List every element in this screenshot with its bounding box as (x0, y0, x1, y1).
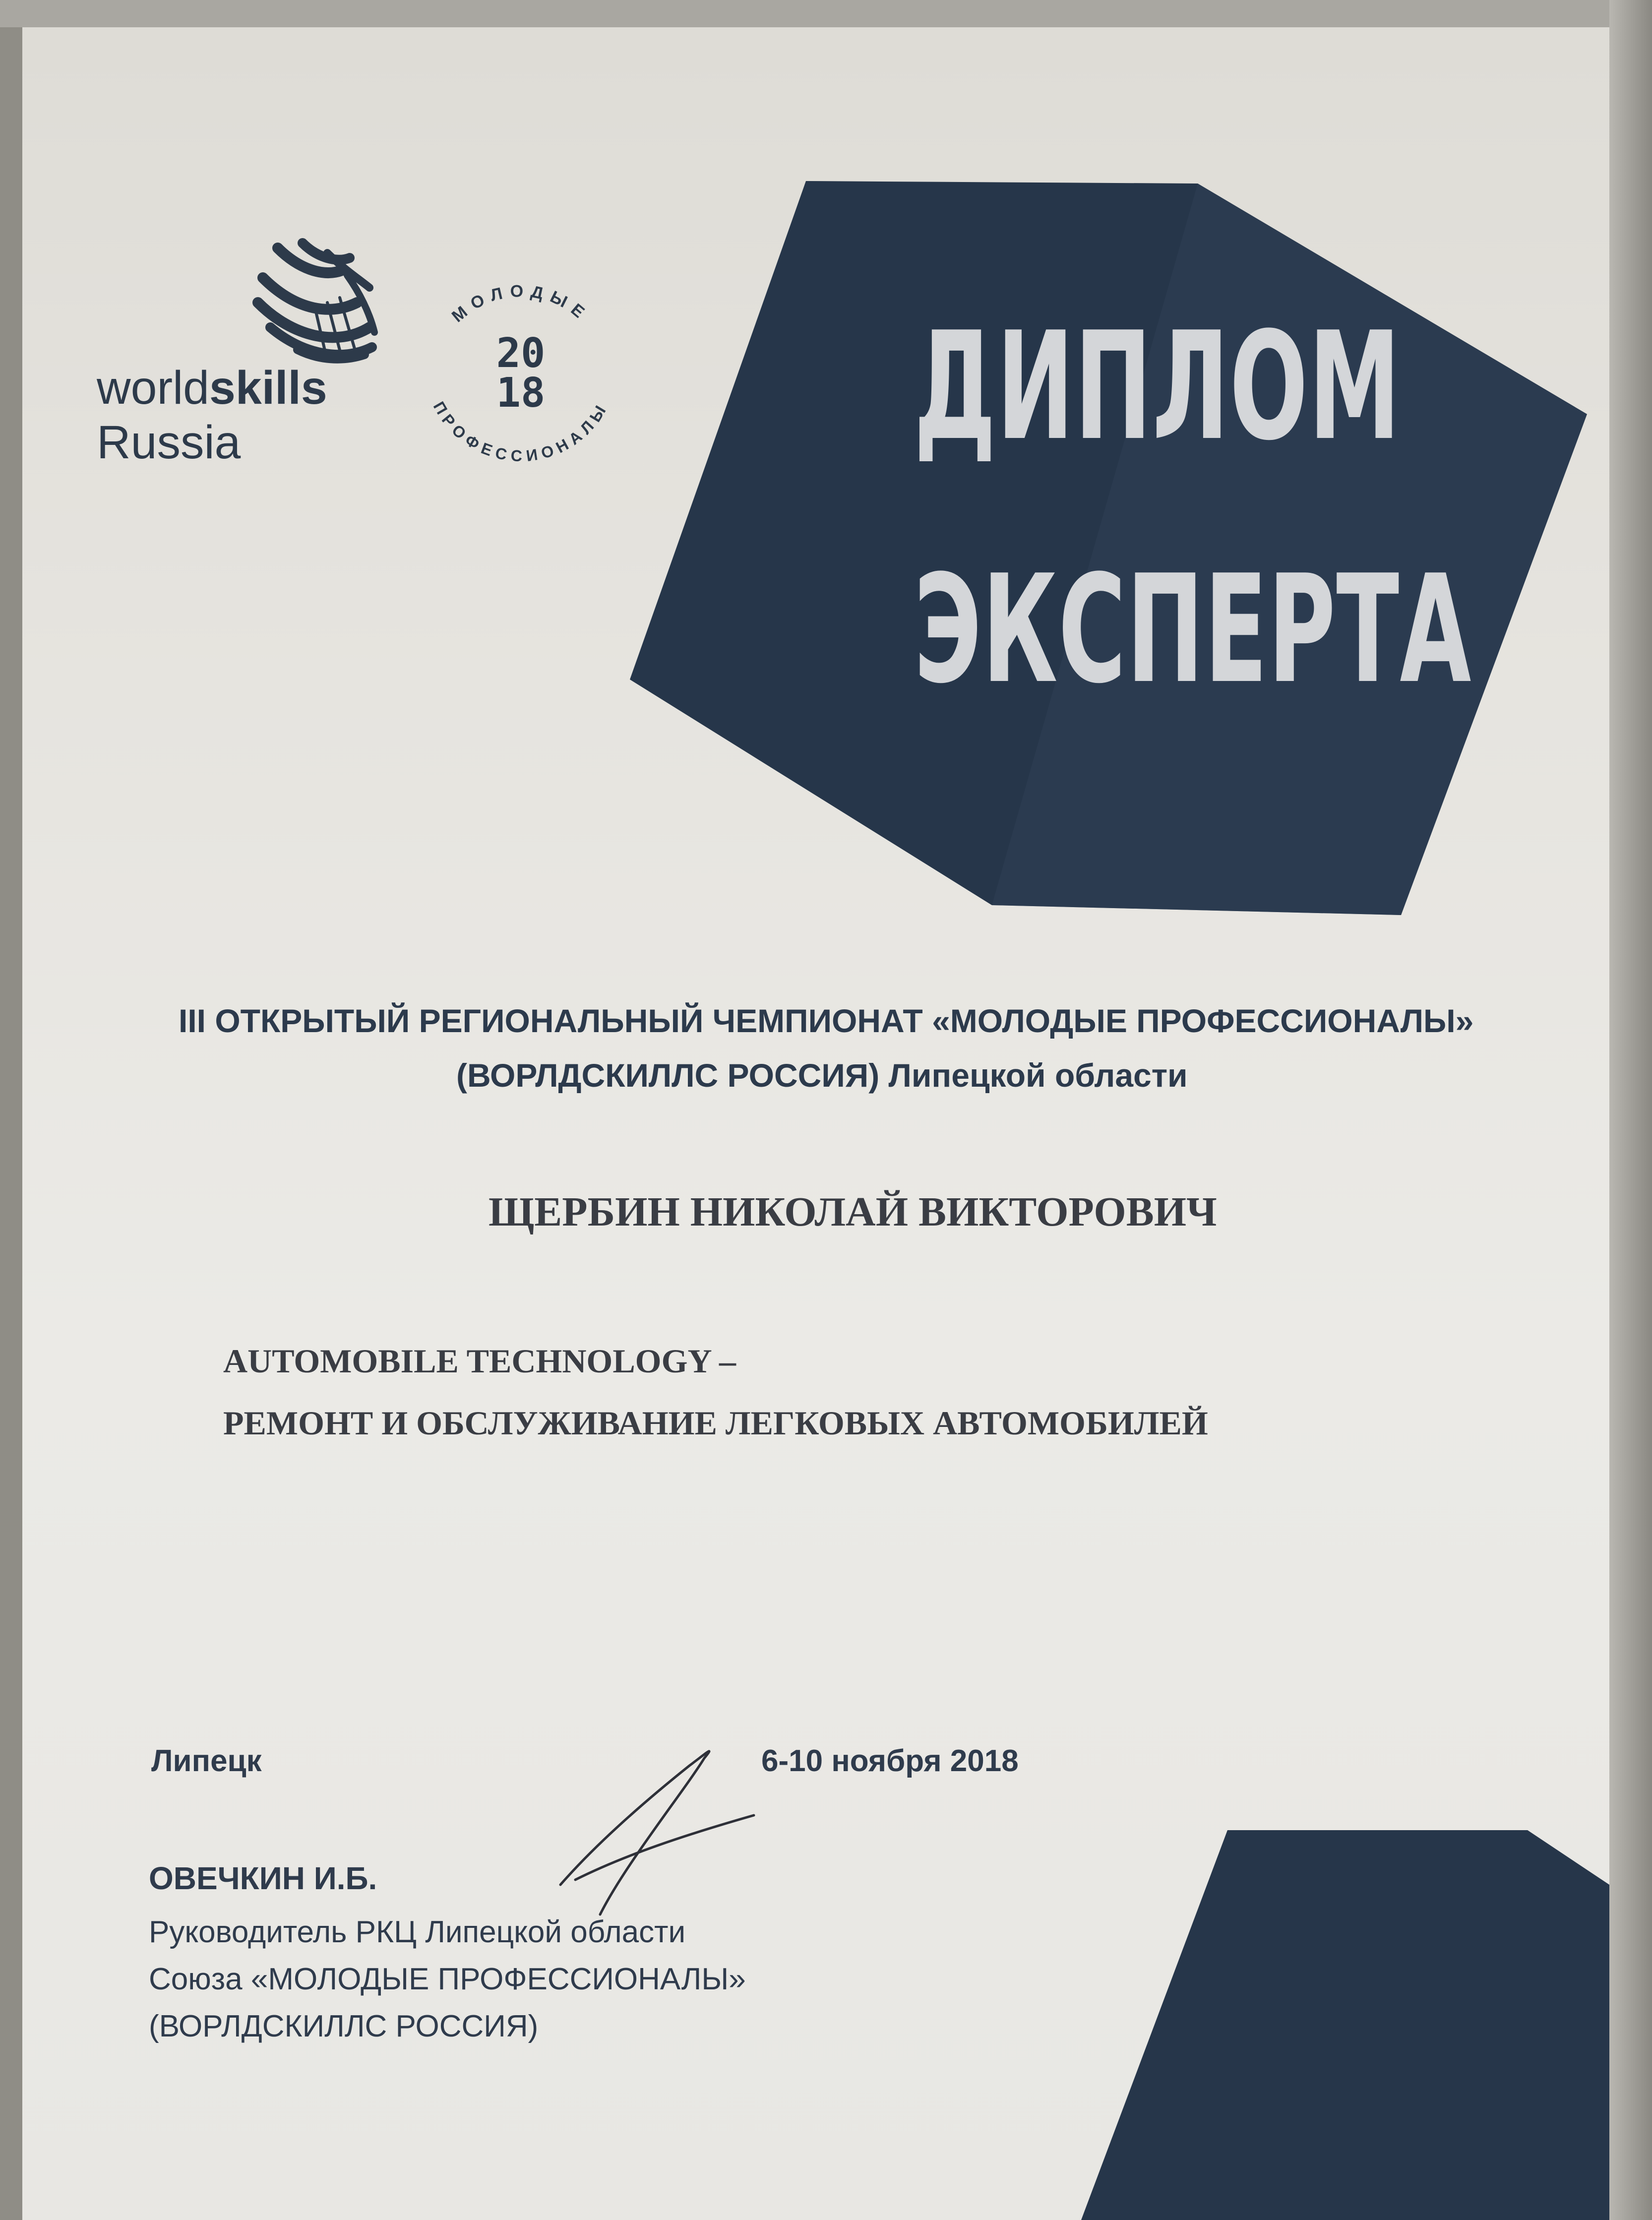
signatory-role-3: (ВОРЛДСКИЛЛС РОССИЯ) (149, 2009, 539, 2043)
signature (560, 1751, 754, 1914)
badge-arc-top: МОЛОДЫЕ (448, 282, 594, 326)
worldskills-wordmark (97, 362, 327, 414)
championship-line-2: (ВОРЛДСКИЛЛС РОССИЯ) Липецкой области (456, 1057, 1188, 1094)
corner-shape (1081, 1830, 1609, 2220)
title-line-2: ЭКСПЕРТА (914, 543, 1472, 716)
worldskills-hand-logo (258, 243, 374, 361)
youth-professionals-badge (430, 282, 612, 465)
recipient-name: ЩЕРБИН НИКОЛАЙ ВИКТОРОВИЧ (489, 1189, 1217, 1235)
wordmark-world: world (97, 362, 210, 414)
wordmark-skills: skills (209, 362, 327, 414)
competence-line-2: РЕМОНТ И ОБСЛУЖИВАНИЕ ЛЕГКОВЫХ АВТОМОБИЛЕЙ (223, 1404, 1208, 1442)
signatory-role-2: Союза «МОЛОДЫЕ ПРОФЕССИОНАЛЫ» (149, 1962, 746, 1996)
title-line-1: ДИПЛОМ (914, 300, 1401, 473)
badge-year-top: 20 (496, 330, 546, 377)
badge-year-bottom: 18 (496, 370, 546, 417)
wordmark-russia: Russia (97, 416, 241, 469)
footer-dates: 6-10 ноября 2018 (761, 1744, 1019, 1778)
badge-arc-bottom: ПРОФЕССИОНАЛЫ (429, 398, 612, 465)
championship-line-1: III ОТКРЫТЫЙ РЕГИОНАЛЬНЫЙ ЧЕМПИОНАТ «МОЛОДЫЕ ПРОФЕССИОНАЛЫ» (179, 1002, 1474, 1039)
signatory-role-1: Руководитель РКЦ Липецкой области (149, 1915, 686, 1949)
competence-line-1: AUTOMOBILE TECHNOLOGY – (223, 1342, 736, 1380)
svg-text:МОЛОДЫЕ (448, 282, 593, 326)
footer-city: Липецк (151, 1744, 262, 1778)
signatory-name: ОВЕЧКИН И.Б. (149, 1860, 377, 1896)
